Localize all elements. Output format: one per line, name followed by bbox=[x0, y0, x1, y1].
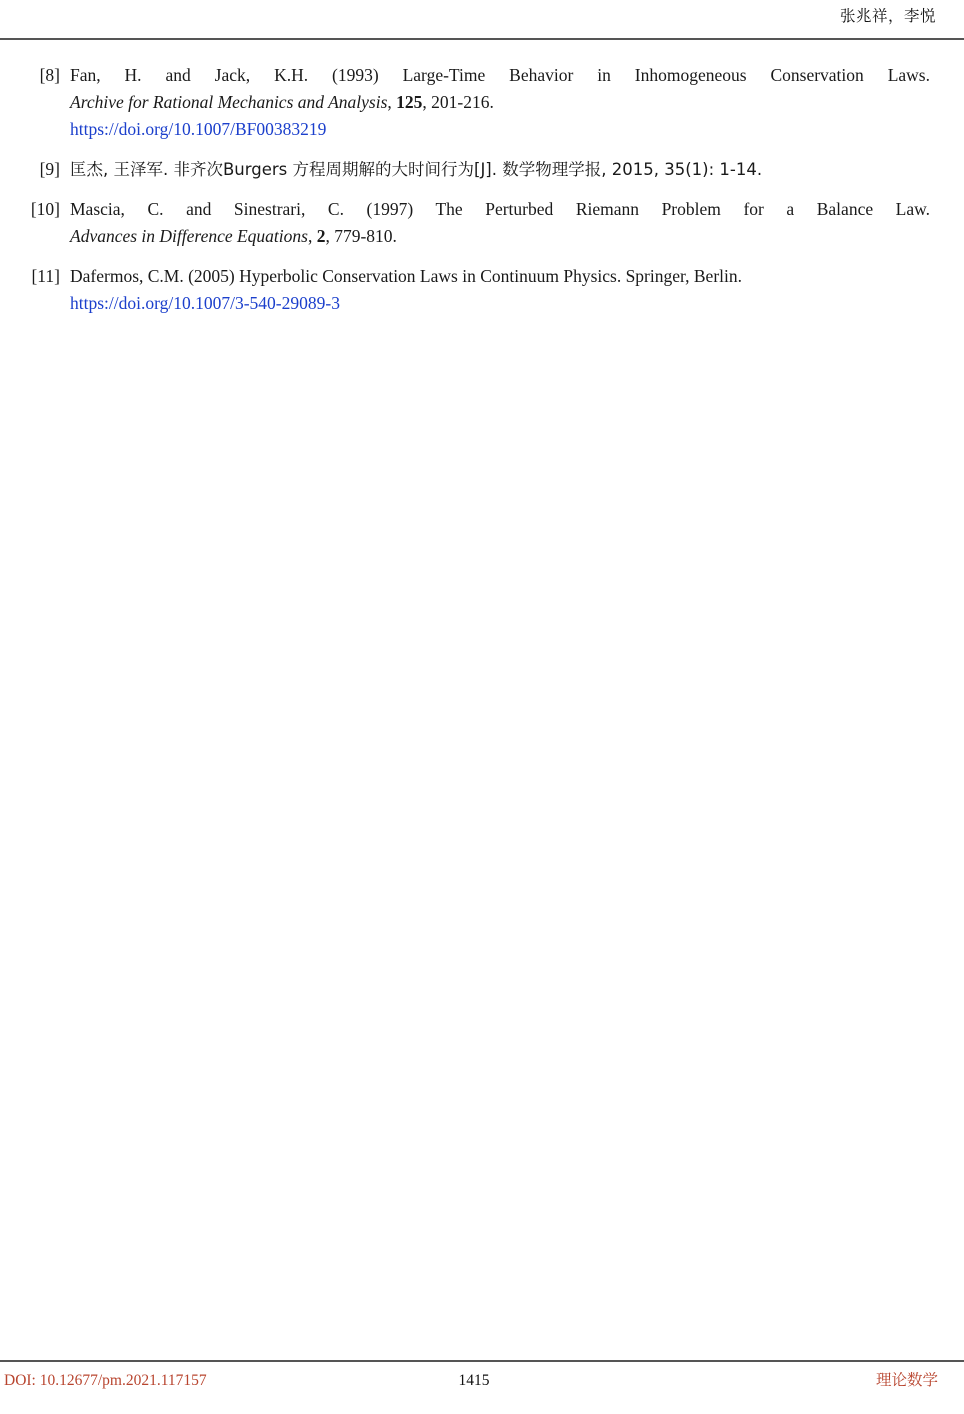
reference-label: [10] bbox=[30, 199, 60, 219]
footer-journal-name: 理论数学 bbox=[875, 1371, 938, 1389]
header-divider bbox=[0, 38, 964, 40]
reference-line: Mascia, C. and Sinestrari, C. (1997) The Perturbed Riemann Problem for a Balance Law. bbox=[70, 199, 930, 219]
list-item bbox=[0, 196, 964, 250]
reference-label: [9] bbox=[39, 159, 60, 179]
footer-content bbox=[0, 1368, 964, 1390]
page-footer bbox=[0, 1360, 964, 1400]
reference-body bbox=[70, 196, 930, 250]
reference-journal-title: Archive for Rational Mechanics and Analysis bbox=[70, 92, 388, 112]
doi-link[interactable]: https://doi.org/10.1007/BF00383219 bbox=[70, 119, 327, 139]
reference-source-line bbox=[70, 89, 930, 116]
reference-line: Fan, H. and Jack, K.H. (1993) Large-Time Behavior in Inhomogeneous Conservation Laws. bbox=[70, 65, 930, 85]
reference-doi-line bbox=[70, 290, 930, 317]
list-item bbox=[0, 156, 964, 183]
reference-label: [8] bbox=[39, 65, 60, 85]
running-head-authors: 张兆祥，李悦 bbox=[839, 7, 936, 25]
reference-separator: , bbox=[307, 226, 317, 246]
reference-pages: , 779-810. bbox=[325, 226, 397, 246]
list-item bbox=[0, 62, 964, 143]
reference-pages: , 201-216. bbox=[422, 92, 494, 112]
reference-body bbox=[70, 263, 930, 317]
reference-doi-line bbox=[70, 116, 930, 143]
reference-journal-title: Advances in Difference Equations bbox=[70, 226, 308, 246]
list-item bbox=[0, 263, 964, 317]
reference-list bbox=[0, 62, 964, 330]
doi-link[interactable]: https://doi.org/10.1007/3-540-29089-3 bbox=[70, 293, 340, 313]
reference-line: 匡杰, 王泽军. 非齐次Burgers 方程周期解的大时间行为[J]. 数学物理学报, 2015, 35(1): 1-14. bbox=[70, 160, 763, 179]
reference-volume: 2 bbox=[316, 226, 326, 246]
footer-divider bbox=[0, 1360, 964, 1362]
reference-source-line bbox=[70, 223, 930, 250]
reference-separator: , bbox=[387, 92, 397, 112]
reference-body bbox=[70, 156, 930, 183]
page-number: 1415 bbox=[458, 1372, 490, 1389]
reference-body bbox=[70, 62, 930, 143]
page-header bbox=[0, 0, 964, 42]
reference-line: Dafermos, C.M. (2005) Hyperbolic Conservation Laws in Continuum Physics. Springer, Berlin. bbox=[70, 266, 742, 286]
reference-volume: 125 bbox=[396, 92, 423, 112]
footer-doi[interactable]: DOI: 10.12677/pm.2021.117157 bbox=[4, 1372, 207, 1389]
reference-label: [11] bbox=[31, 266, 60, 286]
